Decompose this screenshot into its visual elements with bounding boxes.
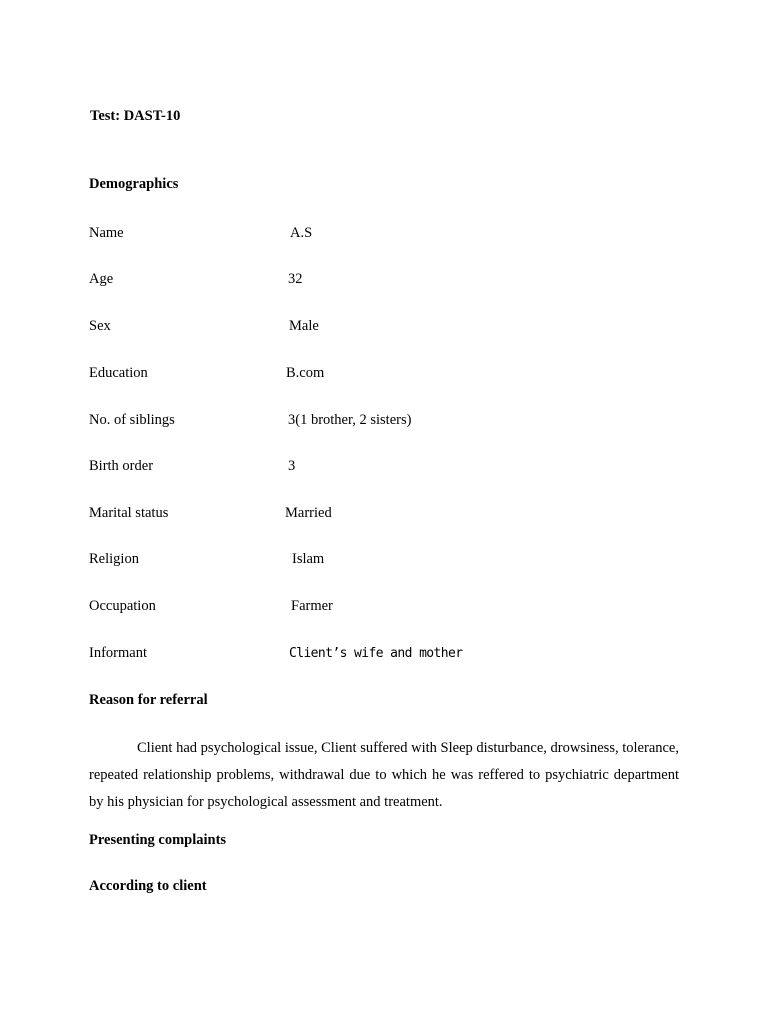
demographic-value-religion: Islam [292,551,325,567]
demographic-value-sex: Male [289,318,319,334]
demographic-label-name: Name [89,225,124,241]
demographic-value-education: B.com [286,365,325,381]
demographic-value-siblings: 3(1 brother, 2 sisters) [288,412,412,428]
demographic-label-religion: Religion [89,551,139,567]
demographic-value-age: 32 [288,271,303,287]
demographic-label-education: Education [89,365,148,381]
demographic-label-occupation: Occupation [89,598,156,614]
demographic-value-informant: Client’s wife and mother [289,646,463,661]
test-title: Test: DAST-10 [90,108,181,124]
demographic-label-informant: Informant [89,645,147,661]
according-to-client-heading: According to client [89,878,207,894]
demographic-value-name: A.S [290,225,313,241]
referral-heading: Reason for referral [89,692,208,708]
presenting-complaints-heading: Presenting complaints [89,832,227,848]
demographic-label-age: Age [89,271,114,287]
referral-paragraph: Client had psychological issue, Client suffered with Sleep disturbance, drowsiness, tolerance, repeated relationship problems, withdrawal due to which he was reffered to psychiatric department by his physician for psychological assessment and treatment. [89,740,679,810]
demographic-label-marital-status: Marital status [89,505,169,521]
demographic-label-siblings: No. of siblings [89,412,175,428]
demographic-value-birth-order: 3 [288,458,296,474]
demographics-heading: Demographics [89,176,179,192]
demographic-value-marital-status: Married [285,505,332,521]
demographic-value-occupation: Farmer [291,598,333,614]
demographic-label-birth-order: Birth order [89,458,154,474]
demographic-label-sex: Sex [89,318,111,334]
